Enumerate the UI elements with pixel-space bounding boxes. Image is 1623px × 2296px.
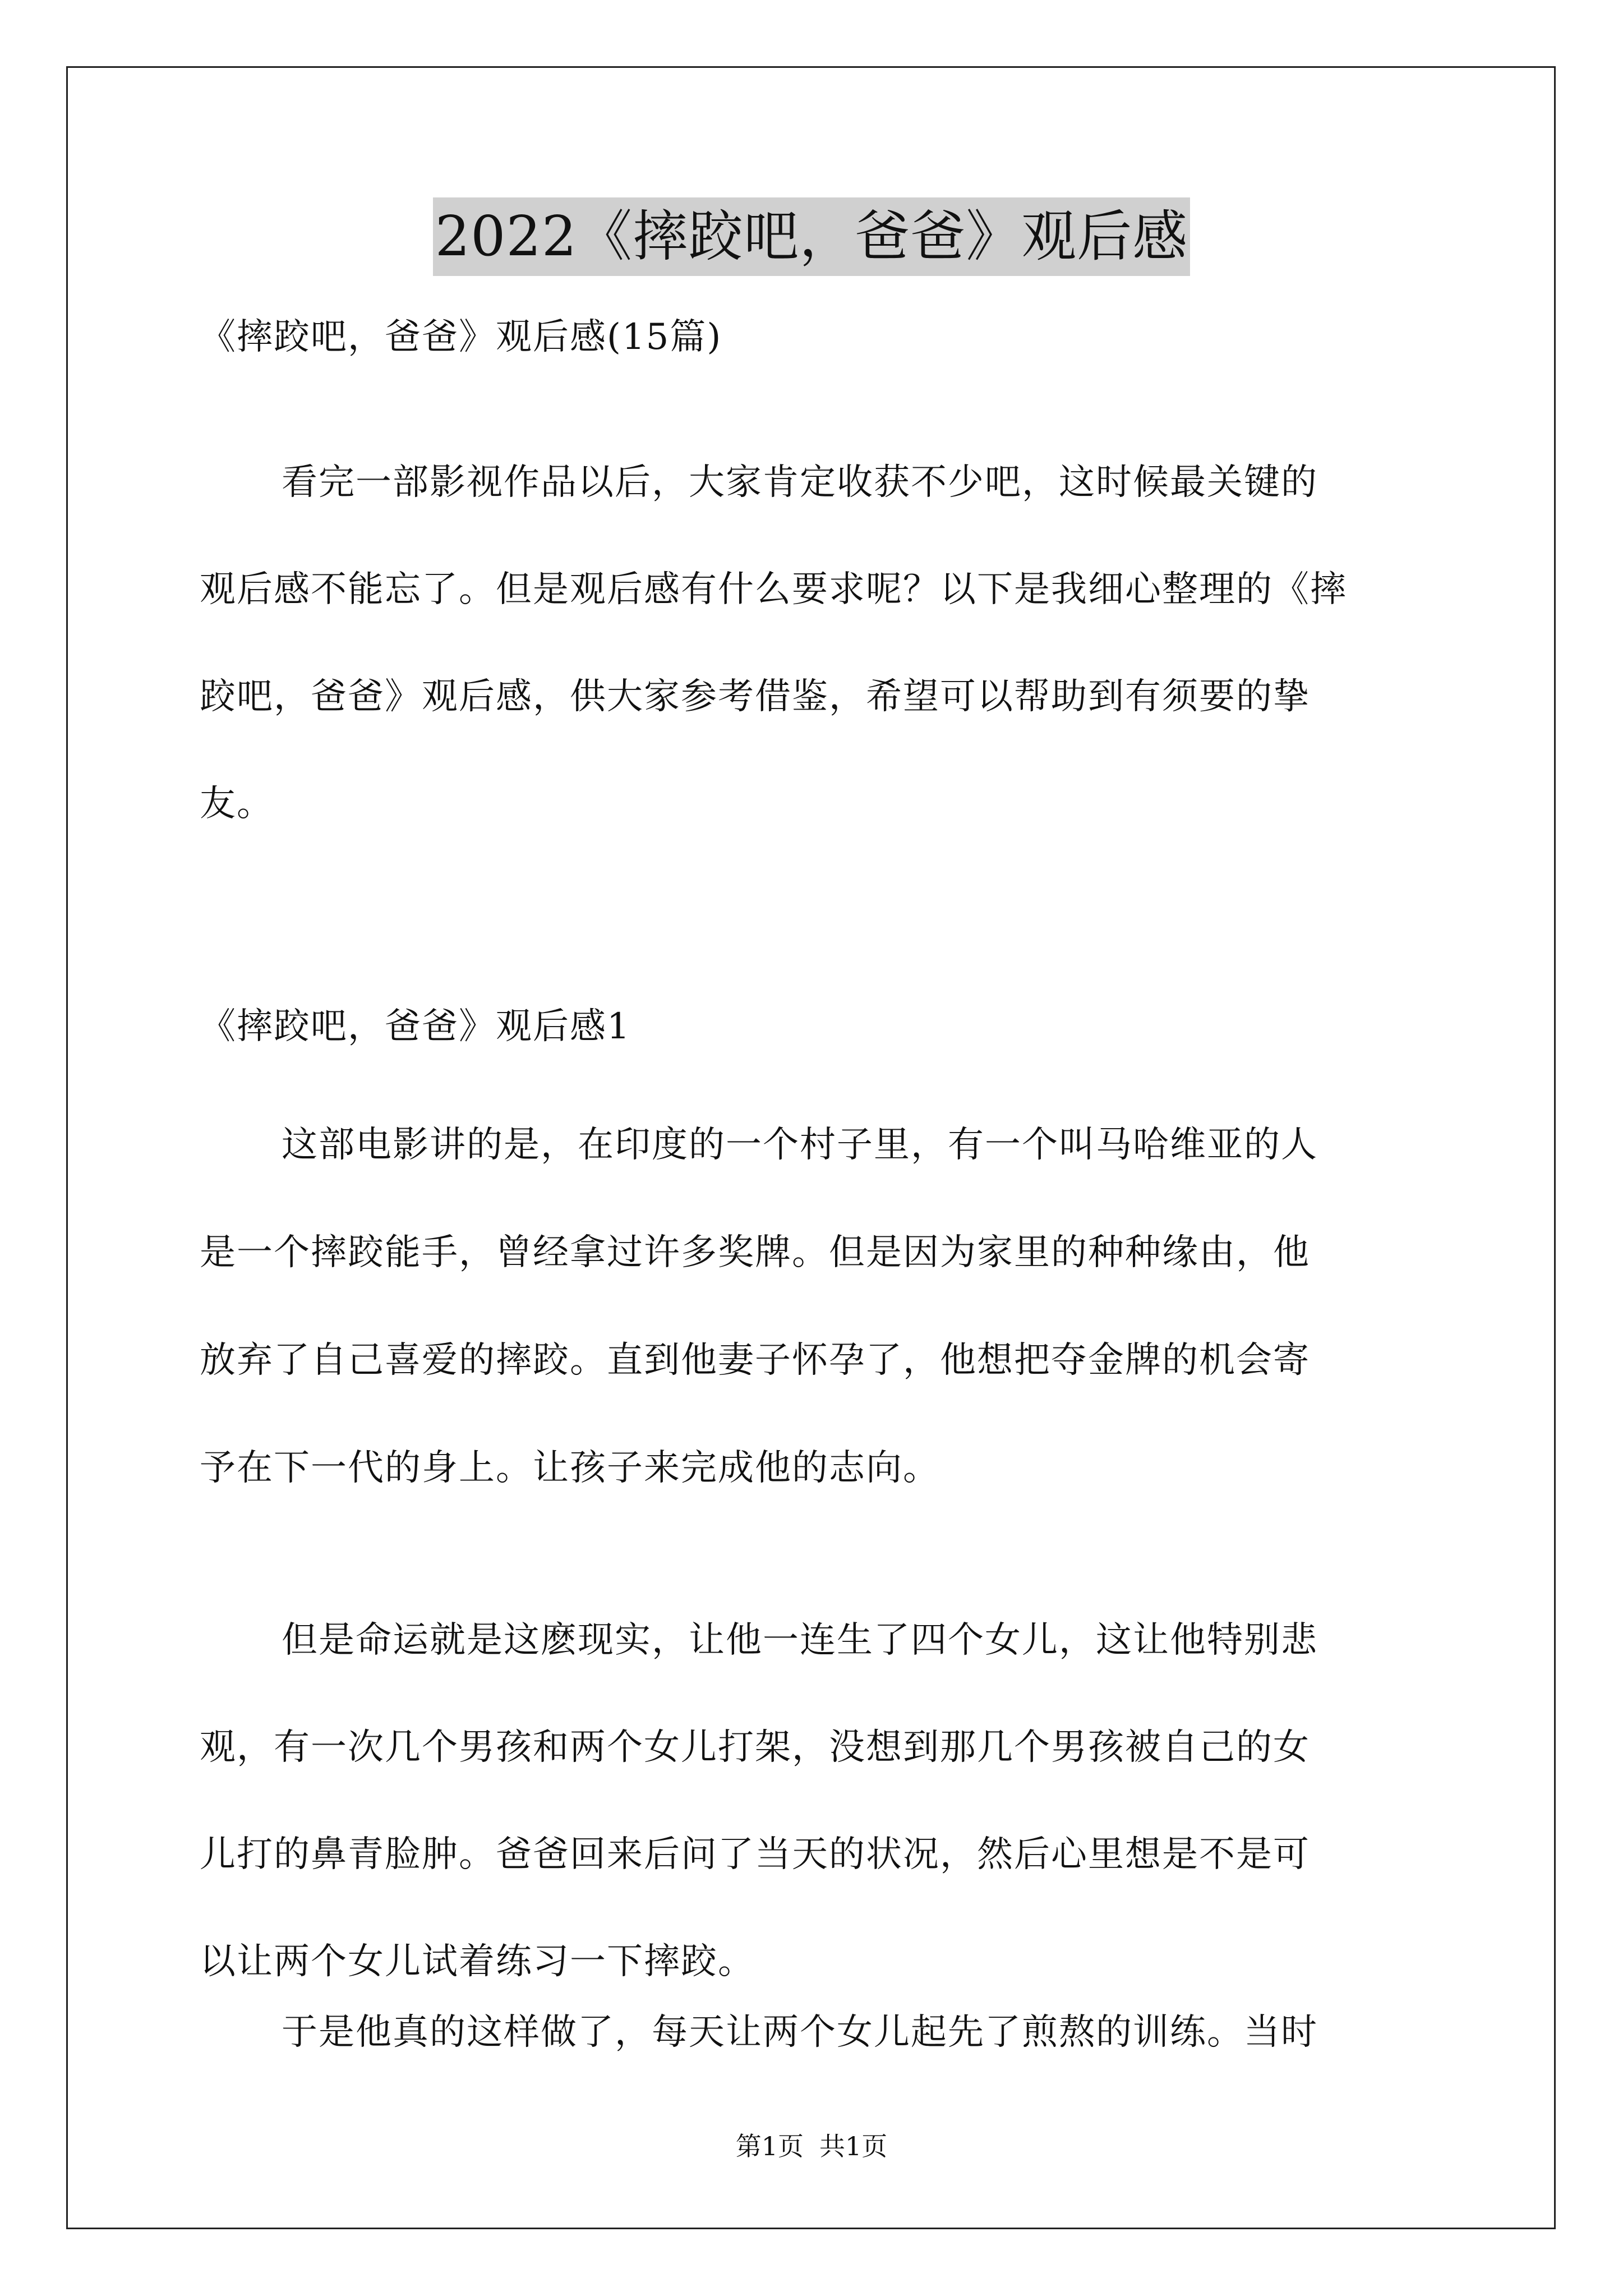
paragraph-line: 观，有一次几个男孩和两个女儿打架，没想到那几个男孩被自己的女 (200, 1727, 1310, 1768)
document-title: 2022《摔跤吧，爸爸》观后感 (433, 197, 1190, 276)
page-number: 第1页 (735, 2131, 804, 2161)
paragraph-line: 以让两个女儿试着练习一下摔跤。 (200, 1941, 755, 1982)
title-wrap (0, 197, 1623, 276)
paragraph-line: 放弃了自己喜爱的摔跤。直到他妻子怀孕了，他想把夺金牌的机会寄 (200, 1340, 1310, 1381)
paragraph-line: 予在下一代的身上。让孩子来完成他的志向。 (200, 1447, 940, 1489)
intro-line: 跤吧，爸爸》观后感，供大家参考借鉴，希望可以帮助到有须要的挚 (200, 676, 1310, 717)
paragraph-line: 是一个摔跤能手，曾经拿过许多奖牌。但是因为家里的种种缘由，他 (200, 1232, 1310, 1273)
paragraph-line: 但是命运就是这麽现实，让他一连生了四个女儿，这让他特别悲 (282, 1619, 1318, 1661)
page-footer (0, 2129, 1623, 2163)
paragraph-line: 这部电影讲的是，在印度的一个村子里，有一个叫马哈维亚的人 (282, 1124, 1318, 1166)
intro-line: 观后感不能忘了。但是观后感有什么要求呢？以下是我细心整理的《摔 (200, 569, 1347, 610)
page-total: 共1页 (819, 2131, 888, 2161)
section-heading: 《摔跤吧，爸爸》观后感1 (200, 1006, 631, 1047)
paragraph-line: 于是他真的这样做了，每天让两个女儿起先了煎熬的训练。当时 (282, 2012, 1318, 2053)
paragraph-line: 儿打的鼻青脸肿。爸爸回来后问了当天的状况，然后心里想是不是可 (200, 1834, 1310, 1875)
intro-line: 友。 (200, 783, 274, 825)
intro-line: 看完一部影视作品以后，大家肯定收获不少吧，这时候最关键的 (282, 462, 1318, 503)
subtitle: 《摔跤吧，爸爸》观后感(15篇) (200, 316, 722, 358)
